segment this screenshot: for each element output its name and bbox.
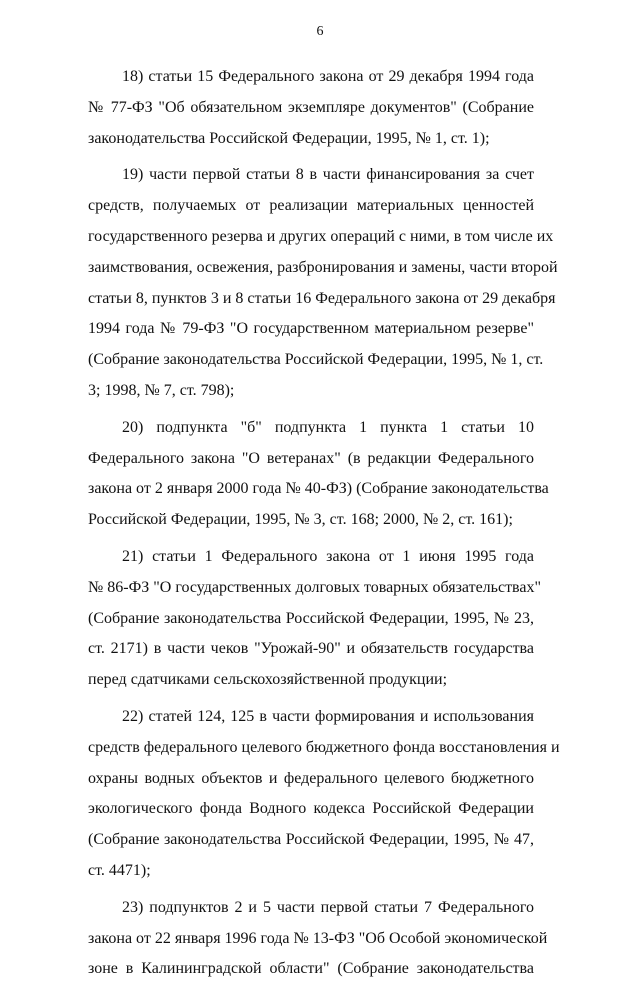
list-item [88, 893, 548, 985]
text-line: закона от 2 января 2000 года № 40-ФЗ) (Собрание законодательства [88, 480, 549, 498]
text-line: зоне в Калининградской области" (Собрание законодательства [88, 960, 534, 978]
text-line: заимствования, освежения, разбронирования и замены, части второй [88, 258, 558, 276]
list-item [88, 62, 534, 154]
text-line: 3; 1998, № 7, ст. 798); [88, 381, 235, 399]
text-line: Федерального закона "О ветеранах" (в редакции Федерального [88, 449, 534, 467]
text-line: 21) статьи 1 Федерального закона от 1 июня 1995 года [122, 547, 534, 565]
document-body [88, 62, 560, 991]
text-line: (Собрание законодательства Российской Федерации, 1995, № 47, [88, 831, 534, 849]
text-line: № 77-ФЗ "Об обязательном экземпляре документов" (Собрание [88, 98, 534, 116]
text-line: (Собрание законодательства Российской Федерации, 1995, № 23, [88, 609, 534, 627]
text-line: средств федерального целевого бюджетного фонда восстановления и [88, 738, 560, 756]
text-line: закона от 22 января 1996 года № 13-ФЗ "Об Особой экономической [88, 929, 548, 947]
text-line: 23) подпунктов 2 и 5 части первой статьи 7 Федерального [122, 898, 534, 916]
text-line: государственного резерва и других операций с ними, в том числе их [88, 227, 554, 245]
list-item [88, 702, 560, 887]
text-line: ст. 4471); [88, 861, 151, 879]
text-line: (Собрание законодательства Российской Федерации, 1995, № 1, ст. [88, 351, 544, 369]
page-number: 6 [316, 24, 324, 39]
text-line: ст. 2171) в части чеков "Урожай-90" и обязательств государства [88, 640, 534, 658]
text-line: Российской Федерации, 1995, № 3, ст. 168; 2000, № 2, ст. 161); [88, 511, 513, 529]
text-line: экологического фонда Водного кодекса Российской Федерации [88, 800, 534, 818]
text-line: 18) статьи 15 Федерального закона от 29 декабря 1994 года [122, 68, 534, 85]
list-item [88, 542, 542, 696]
text-line: 20) подпункта "б" подпункта 1 пункта 1 статьи 10 [122, 418, 534, 436]
text-line: охраны водных объектов и федерального целевого бюджетного [88, 769, 534, 787]
text-line: № 86-ФЗ "О государственных долговых товарных обязательствах" [88, 578, 542, 596]
text-line: перед сдатчиками сельскохозяйственной продукции; [88, 671, 448, 689]
text-line: статьи 8, пунктов 3 и 8 статьи 16 Федерального закона от 29 декабря [88, 289, 556, 307]
text-line: законодательства Российской Федерации, 1995, № 1, ст. 1); [88, 129, 490, 147]
list-item [88, 160, 558, 406]
text-line: 19) части первой статьи 8 в части финансирования за счет [122, 166, 534, 184]
text-line: 22) статей 124, 125 в части формирования и использования [122, 707, 534, 725]
text-line: 1994 года № 79-ФЗ "О государственном материальном резерве" [88, 320, 534, 338]
text-line: средств, получаемых от реализации материальных ценностей [88, 197, 534, 215]
list-item [88, 413, 549, 536]
